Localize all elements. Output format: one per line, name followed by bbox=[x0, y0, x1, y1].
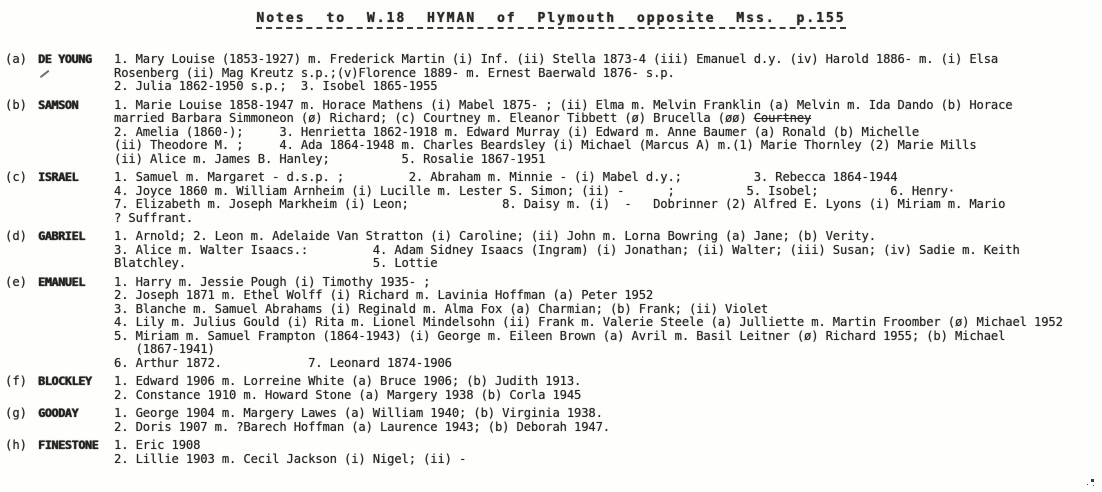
note-line: 2. Amelia (1860-); 3. Henrietta 1862-1918 m. Edward Murray (i) Edward m. Anne Baumer (a) Ronald (b) Michelle bbox=[114, 124, 919, 139]
note-line bbox=[114, 112, 1102, 126]
family-name: FINESTONE bbox=[38, 438, 99, 452]
note-line: 4. Lily m. Julius Gould (i) Rita m. Lionel Mindelsohn (ii) Frank m. Valerie Steele (a) Julliette m. Martin Froomber (ø) Michael 1952 bbox=[114, 315, 1063, 329]
note-line: 2. Doris 1907 m. ?Barech Hoffman (a) Laurence 1943; (b) Deborah 1947. bbox=[114, 419, 610, 434]
family-name: EMANUEL bbox=[38, 274, 85, 289]
notes-section bbox=[5, 171, 1102, 225]
title-row bbox=[0, 0, 1102, 29]
note-line: 1. George 1904 m. Margery Lawes (a) William 1940; (b) Virginia 1938. bbox=[114, 406, 603, 420]
note-line: 6. Arthur 1872. 7. Leonard 1874-1906 bbox=[114, 355, 452, 370]
note-line: ? Suffrant. bbox=[114, 210, 194, 225]
corner-smudge-mark bbox=[1091, 479, 1094, 482]
note-line-text: married Barbara Simmoneon (ø) Richard; (c) Courtney m. Eleanor Tibbett (ø) Brucella (øø) bbox=[114, 111, 754, 125]
note-line: Rosenberg (ii) Mag Kreutz s.p.;(v)Florence 1889- m. Ernest Baerwald 1876- s.p. bbox=[114, 65, 675, 80]
note-line: 1. Marie Louise 1858-1947 m. Horace Mathens (i) Mabel 1875- ; (ii) Elma m. Melvin Franklin (a) Melvin m. Ida Dando (b) Horace bbox=[114, 97, 1013, 112]
family-name: GABRIEL bbox=[38, 229, 85, 243]
note-line: 7. Elizabeth m. Joseph Markheim (i) Leon; 8. Daisy m. (i) - Dobrinner (2) Alfred E. Lyons (i) Miriam m. Mario bbox=[114, 197, 1006, 211]
struck-out-text: Courtney bbox=[753, 111, 812, 125]
note-line: (ii) Theodore M. ; 4. Ada 1864-1948 m. Charles Beardsley (i) Michael (Marcus A) m.(1) Marie Thornley (2) Marie Mills bbox=[114, 138, 977, 152]
section-key: (g) bbox=[5, 406, 28, 420]
notes-section bbox=[5, 276, 1102, 371]
note-line: 1. Harry m. Jessie Pough (i) Timothy 1935- ; bbox=[114, 274, 431, 289]
note-line: (1867-1941) bbox=[114, 342, 215, 356]
note-line: 4. Joyce 1860 m. William Arnheim (i) Lucille m. Lester S. Simon; (ii) - ; 5. Isobel; 6. Henry· bbox=[114, 183, 955, 198]
family-name: SAMSON bbox=[38, 97, 79, 112]
section-lines bbox=[114, 375, 1102, 402]
section-key: (c) bbox=[5, 170, 28, 184]
note-line: Blatchley. 5. Lottie bbox=[114, 256, 438, 270]
family-name: GOODAY bbox=[38, 406, 79, 420]
page-title: Notes to W.18 HYMAN of Plymouth opposite Mss. p.155 bbox=[256, 11, 845, 29]
note-line: 2. Constance 1910 m. Howard Stone (a) Margery 1938 (b) Corla 1945 bbox=[114, 387, 582, 402]
family-name: BLOCKLEY bbox=[38, 374, 92, 388]
note-line: 2. Lillie 1903 m. Cecil Jackson (i) Nigel; (ii) - bbox=[114, 451, 467, 466]
notes-section bbox=[5, 53, 1102, 94]
note-line: 2. Joseph 1871 m. Ethel Wolff (i) Richard m. Lavinia Hoffman (a) Peter 1952 bbox=[114, 288, 654, 302]
notes-section bbox=[5, 407, 1102, 434]
note-line: 3. Blanche m. Samuel Abrahams (i) Reginald m. Alma Fox (a) Charmian; (b) Frank; (ii) Violet bbox=[114, 301, 769, 316]
notes-section bbox=[5, 230, 1102, 271]
note-line: (ii) Alice m. James B. Hanley; 5. Rosalie 1867-1951 bbox=[114, 151, 546, 166]
section-key: (d) bbox=[5, 229, 28, 243]
section-lines bbox=[114, 407, 1102, 434]
note-line: 2. Julia 1862-1950 s.p.; 3. Isobel 1865-1955 bbox=[114, 79, 438, 93]
note-line: 1. Eric 1908 bbox=[114, 438, 201, 452]
section-lines bbox=[114, 276, 1102, 371]
section-key: (h) bbox=[5, 438, 28, 452]
note-line: 1. Mary Louise (1853-1927) m. Frederick Martin (i) Inf. (ii) Stella 1873-4 (iii) Emanuel d.y. (iv) Harold 1886- m. (i) Elsa bbox=[114, 52, 999, 66]
section-lines bbox=[114, 439, 1102, 466]
family-name: ISRAEL bbox=[38, 170, 79, 184]
section-lines bbox=[114, 53, 1102, 94]
section-key: (e) bbox=[5, 274, 28, 289]
section-lines bbox=[114, 230, 1102, 271]
note-line: 5. Miriam m. Samuel Frampton (1864-1943) (i) George m. Eileen Brown (a) Avril m. Basil Leitner (ø) Richard 1955; (b) Michael bbox=[114, 328, 1006, 343]
notes-section bbox=[5, 99, 1102, 167]
notes-list bbox=[0, 53, 1102, 466]
note-line: 1. Samuel m. Margaret - d.s.p. ; 2. Abraham m. Minnie - (i) Mabel d.y.; 3. Rebecca 1864-1944 bbox=[114, 170, 898, 184]
note-line: 1. Arnold; 2. Leon m. Adelaide Van Stratton (i) Caroline; (ii) John m. Lorna Bowring (a) Jane; (b) Verity. bbox=[114, 229, 876, 243]
section-key: (a) bbox=[5, 52, 28, 66]
note-line: 3. Alice m. Walter Isaacs.: 4. Adam Sidney Isaacs (Ingram) (i) Jonathan; (ii) Walter; (iii) Susan; (iv) Sadie m. Keith bbox=[114, 242, 1020, 257]
section-key: (f) bbox=[5, 374, 28, 388]
section-key: (b) bbox=[5, 97, 28, 112]
note-line: 1. Edward 1906 m. Lorreine White (a) Bruce 1906; (b) Judith 1913. bbox=[114, 374, 582, 388]
section-lines bbox=[114, 99, 1102, 167]
section-lines bbox=[114, 171, 1102, 225]
notes-section bbox=[5, 439, 1102, 466]
family-name: DE YOUNG bbox=[38, 52, 92, 66]
notes-section bbox=[5, 375, 1102, 402]
